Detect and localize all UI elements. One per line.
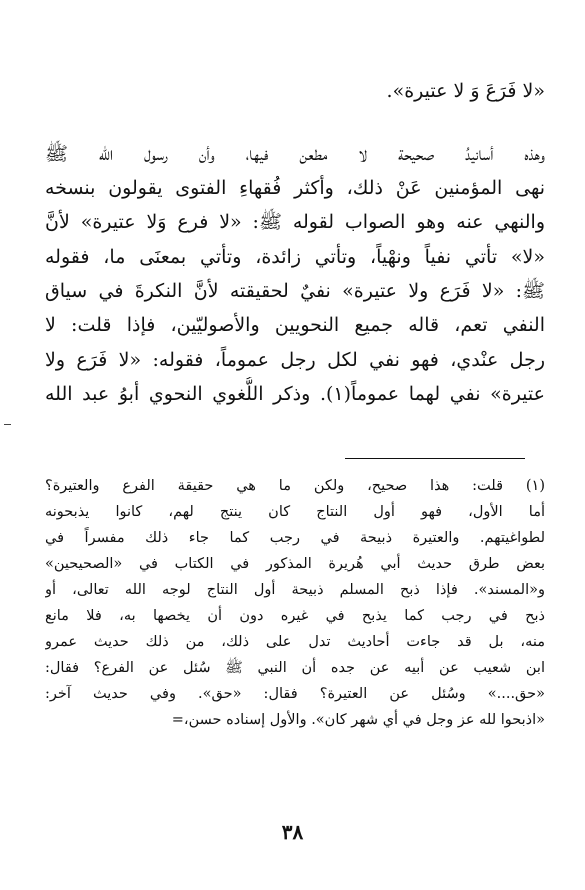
page-number: ٣٨ bbox=[281, 820, 304, 844]
footnote-line: «اذبحوا لله عز وجل في أي شهر كان». والأول إسناده حسن،= bbox=[171, 712, 545, 728]
footnote-line: (١) قلت: هذا صحيح، ولكن ما هي حقيقة الفرع والعتيرة؟ bbox=[45, 478, 545, 494]
footnote-line: بعض طرق حديث أبي هُريرة المذكور في الكتاب في «الصحيحين» bbox=[45, 556, 545, 572]
footnote-line: أما الأول، فهو أول النتاج كان ينتج لهم، كانوا يذبحونه bbox=[45, 504, 545, 520]
main-text-line: «لا فَرَعَ وَ لا عتيرة». bbox=[386, 80, 545, 102]
footnote-line: ابن شعيب عن أبيه عن جده أن النبي ﷺ سُئل عن الفرع؟ فقال: bbox=[45, 660, 545, 676]
footnote-line: و«المسند». فإذا ذبح المسلم ذبيحة أول النتاج لوجه الله تعالى، أو bbox=[45, 582, 545, 598]
main-text-line: عتيرة» نفي لهما عموماً(١). وذكر اللُّغوي النحوي أبوُ عبد الله bbox=[45, 383, 545, 405]
main-text-line: نهى المؤمنين عَنْ ذلك، وأكثر فُقهاءِ الفتوى يقولون بنسخه bbox=[45, 177, 545, 199]
main-text-line: النفي تعم، قاله جميع النحويين والأصوليّين، فإذا قلت: لا bbox=[45, 314, 545, 336]
footnote-line: منه، بل قد جاءت أحاديث تدل على ذلك، من ذلك حديث عمرو bbox=[45, 634, 545, 650]
footnote-line: ذبح في رجب كما يذبح في غيره دون أن يخصها به، فلا مانع bbox=[45, 608, 545, 624]
main-text-line: ﷺ: «لا فَرَع ولا عتيرة» نفيٌ لحقيقته لأنَّ النكرةَ في سياق bbox=[45, 280, 545, 302]
footnote-separator bbox=[345, 458, 525, 459]
main-text-line: «لا» تأتي نفياً ونهْياً، وتأتي زائدة، وتأتي بمعنَى ما، فقوله bbox=[45, 246, 545, 268]
footnote-line: «حق....» وسُئل عن العتيرة؟ فقال: «حق». وفي حديث آخر: bbox=[45, 686, 545, 702]
main-text-line: وهذه أسانيدُ صحيحة لا مطعن فيها، وأن رسول الله ﷺ bbox=[45, 143, 545, 165]
margin-mark bbox=[4, 424, 11, 425]
footnote-line: لطواغيتهم. والعتيرة ذبيحة في رجب كما جاء ذلك مفسراً في bbox=[45, 530, 545, 546]
main-text-line: والنهي عنه وهو الصواب لقوله ﷺ: «لا فرع وَلا عتيرة» لأنَّ bbox=[45, 211, 545, 233]
main-text-line: رجل عنْدي، فهو نفي لكل رجل عموماً، فقوله: «لا فَرَع ولا bbox=[45, 349, 545, 371]
